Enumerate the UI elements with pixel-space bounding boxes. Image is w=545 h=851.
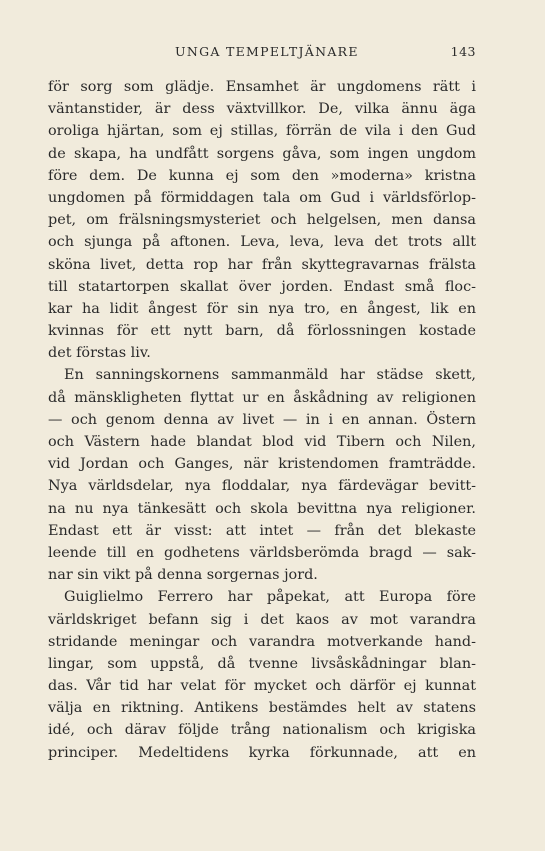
text-line: ungdomen på förmiddagen tala om Gud i världsförlop-	[48, 189, 476, 206]
body-text	[48, 76, 476, 764]
text-line: Endast ett är visst: att intet — från det blekaste	[48, 522, 476, 539]
text-line: das. Vår tid har velat för mycket och därför ej kunnat	[48, 678, 476, 695]
text-line: — och genom denna av livet — in i en annan. Östern	[48, 411, 476, 428]
text-line: leende till en godhetens världsberömda bragd — sak-	[48, 544, 476, 561]
text-line: principer. Medeltidens kyrka förkunnade, att en	[48, 744, 476, 761]
text-line: sköna livet, detta rop har från skyttegravarnas frälsta	[48, 256, 476, 273]
text-line: idé, och därav följde trång nationalism och krigiska	[48, 722, 476, 739]
text-line: kvinnas för ett nytt barn, då förlossningen kostade	[48, 323, 476, 340]
text-line: vid Jordan och Ganges, när kristendomen framträdde.	[48, 456, 476, 473]
page-number: 143	[450, 44, 476, 59]
text-line: välja en riktning. Antikens bestämdes helt av statens	[48, 700, 476, 717]
text-line: före dem. De kunna ej som den »moderna» kristna	[48, 167, 476, 184]
text-line: till statartorpen skallat över jorden. Endast små floc-	[48, 278, 476, 295]
text-line: Nya världsdelar, nya floddalar, nya färdevägar bevitt-	[48, 478, 476, 495]
text-line: de skapa, ha undfått sorgens gåva, som ingen ungdom	[48, 145, 476, 162]
text-line: lingar, som uppstå, då tvenne livsåskådningar blan-	[48, 655, 476, 672]
text-line: stridande meningar och varandra motverkande hand-	[48, 633, 476, 650]
text-line: och Västern hade blandat blod vid Tibern och Nilen,	[48, 434, 476, 450]
text-line: och sjunga på aftonen. Leva, leva, leva det trots allt	[48, 234, 476, 251]
text-line: pet, om frälsningsmysteriet och helgelsen, men dansa	[48, 212, 476, 229]
text-line: väntanstider, är dess växtvillkor. De, vilka ännu äga	[48, 101, 476, 118]
text-line: det förstas liv.	[48, 345, 151, 362]
running-title: UNGA TEMPELTJÄNARE	[175, 44, 359, 59]
text-line: nar sin vikt på denna sorgernas jord.	[48, 567, 318, 584]
text-line: då mänskligheten flyttat ur en åskådning av religionen	[48, 389, 476, 406]
text-line: Guiglielmo Ferrero har påpekat, att Europa före	[64, 589, 476, 606]
text-line: na nu nya tänkesätt och skola bevittna nya religioner.	[48, 500, 476, 517]
text-line: världskriget befann sig i det kaos av mot varandra	[48, 611, 476, 628]
text-line: kar ha lidit ångest för sin nya tro, en ångest, lik en	[48, 300, 476, 317]
text-line: för sorg som glädje. Ensamhet är ungdomens rätt i	[48, 79, 476, 95]
running-header	[48, 44, 476, 62]
text-line: oroliga hjärtan, som ej stillas, förrän de vila i den Gud	[48, 123, 476, 140]
text-line: En sanningskornens sammanmäld har städse skett,	[64, 367, 476, 384]
